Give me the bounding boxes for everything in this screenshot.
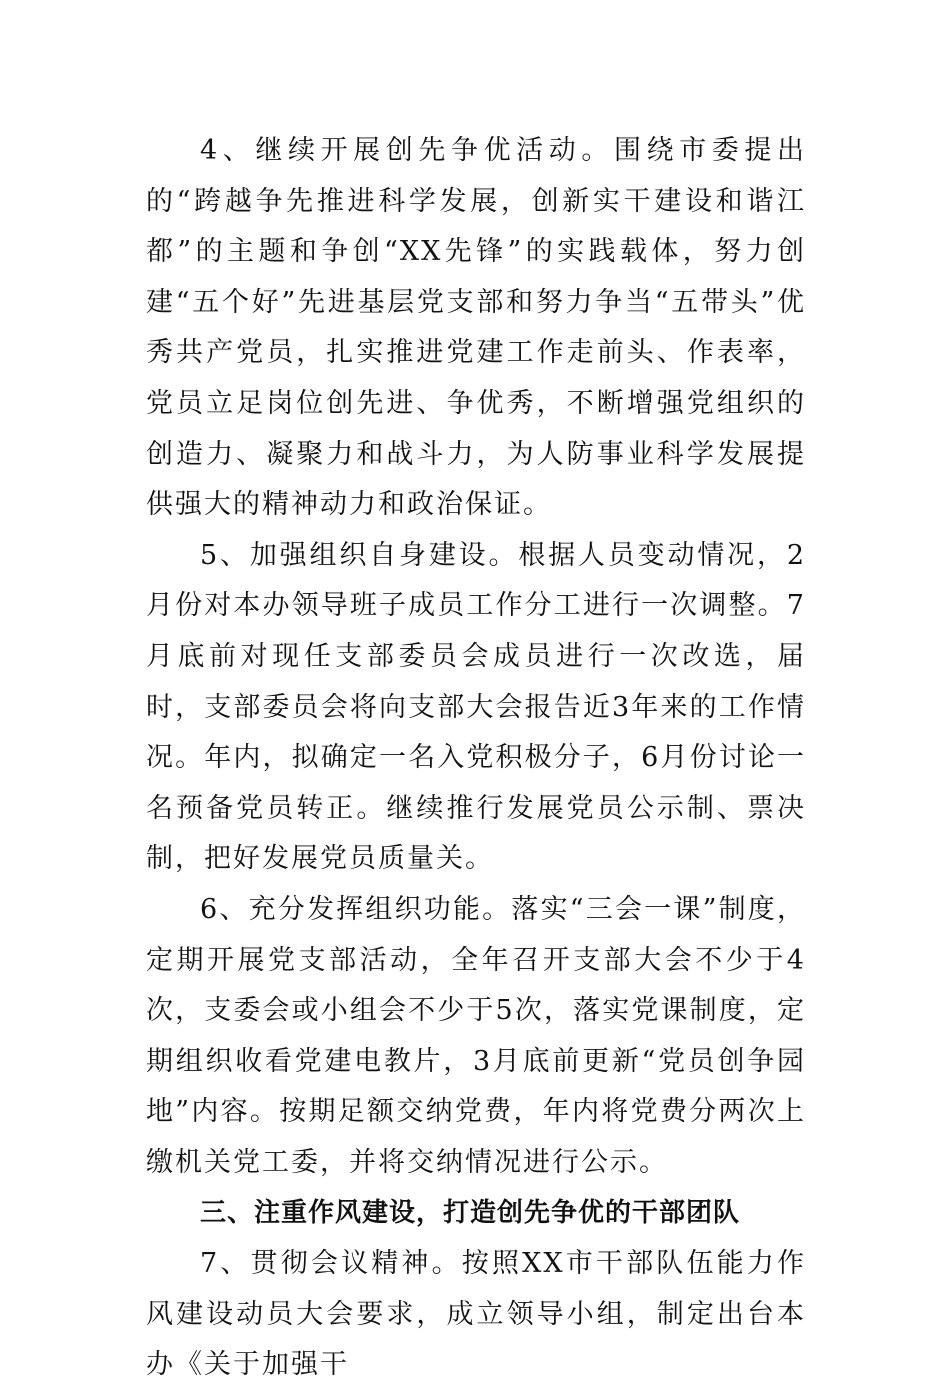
section-heading: 三、注重作风建设，打造创先争优的干部团队 <box>200 1198 741 1229</box>
document-body <box>146 126 806 1391</box>
paragraph-5: 5、加强组织自身建设。根据人员变动情况，2月份对本办领导班子成员工作分工进行一次调整。7月底前对现任支部委员会成员进行一次改选，届时，支部委员会将向支部大会报告近3年来的工作情况。年内，拟确定一名入党积极分子，6月份讨论一名预备党员转正。继续推行发展党员公示制、票决制，把好发展党员质量关。 <box>146 539 806 875</box>
paragraph-7: 7、贯彻会议精神。按照XX市干部队伍能力作风建设动员大会要求，成立领导小组，制定出台本办《关于加强干 <box>146 1248 806 1381</box>
paragraph-6: 6、充分发挥组织功能。落实“三会一课”制度，定期开展党支部活动，全年召开支部大会不少于4次，支委会或小组会不少于5次，落实党课制度，定期组织收看党建电教片，3月底前更新“党员创争园地”内容。按期足额交纳党费，年内将党费分两次上缴机关党工委，并将交纳情况进行公示。 <box>146 893 806 1178</box>
paragraph-4: 4、继续开展创先争优活动。围绕市委提出的“跨越争先推进科学发展，创新实干建设和谐江都”的主题和争创“XX先锋”的实践载体，努力创建“五个好”先进基层党支部和努力争当“五带头”优秀共产党员，扎实推进党建工作走前头、作表率，党员立足岗位创先进、争优秀，不断增强党组织的创造力、凝聚力和战斗力，为人防事业科学发展提供强大的精神动力和政治保证。 <box>146 135 806 521</box>
